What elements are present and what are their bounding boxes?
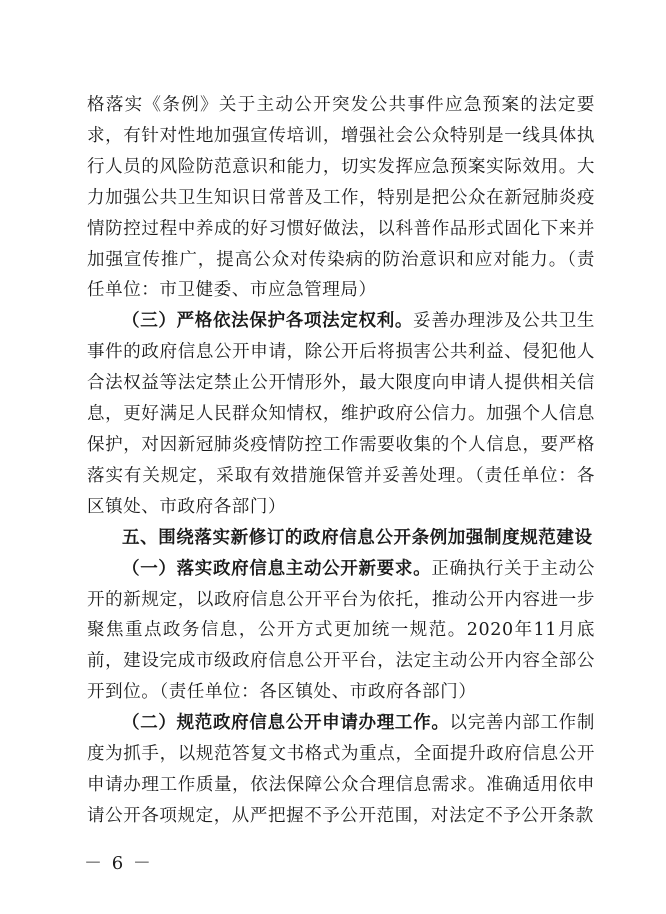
page-number: － 6 － [84,853,153,874]
paragraph-section-5-1 [87,554,595,709]
paragraph-section-4-3 [87,306,595,522]
section-heading-5: 五、围绕落实新修订的政府信息公开条例加强制度规范建设 [122,527,593,548]
paragraph-lead: （二）规范政府信息公开申请办理工作。 [122,713,450,734]
paragraph-text: 格落实《条例》关于主动公开突发公共事件应急预案的法定要求，有针对性地加强宣传培训，增强社会公众特别是一线具体执行人员的风险防范意识和能力，切实发挥应急预案实际效用。大力加强公共卫生知识日常普及工作，特别是把公众在新冠肺炎疫情防控过程中养成的好习惯好做法，以科普作品形式固化下来并加强宣传推广，提高公众对传染病的防治意识和应对能力。（责任单位：市卫健委、市应急管理局） [87,95,595,301]
paragraph-lead: （一）落实政府信息主动公开新要求。 [122,558,432,579]
paragraph-text: 正确执行关于主动公开的新规定，以政府信息公开平台为依托，推动公开内容进一步聚焦重点政务信息，公开方式更加统一规范。2020年11月底前，建设完成市级政府信息公开平台，法定主动公开内容全部公开到位。（责任单位：各区镇处、市政府各部门） [87,558,595,703]
paragraph-continuation [87,90,595,306]
paragraph-text: 以完善内部工作制度为抓手，以规范答复文书格式为重点，全面提升政府信息公开申请办理工作质量，依法保障公众合理信息需求。准确适用依申请公开各项规定，从严把握不予公开范围，对法定不予公开条款 [87,713,595,826]
paragraph-section-5-2 [87,708,595,832]
paragraph-text: 妥善办理涉及公共卫生事件的政府信息公开申请，除公开后将损害公共利益、侵犯他人合法权益等法定禁止公开情形外，最大限度向申请人提供相关信息，更好满足人民群众知情权，维护政府公信力。加强个人信息保护，对因新冠肺炎疫情防控工作需要收集的个人信息，要严格落实有关规定，采取有效措施保管并妥善处理。（责任单位：各区镇处、市政府各部门） [87,311,596,517]
document-body [87,90,595,832]
paragraph-lead: （三）严格依法保护各项法定权利。 [122,311,414,332]
